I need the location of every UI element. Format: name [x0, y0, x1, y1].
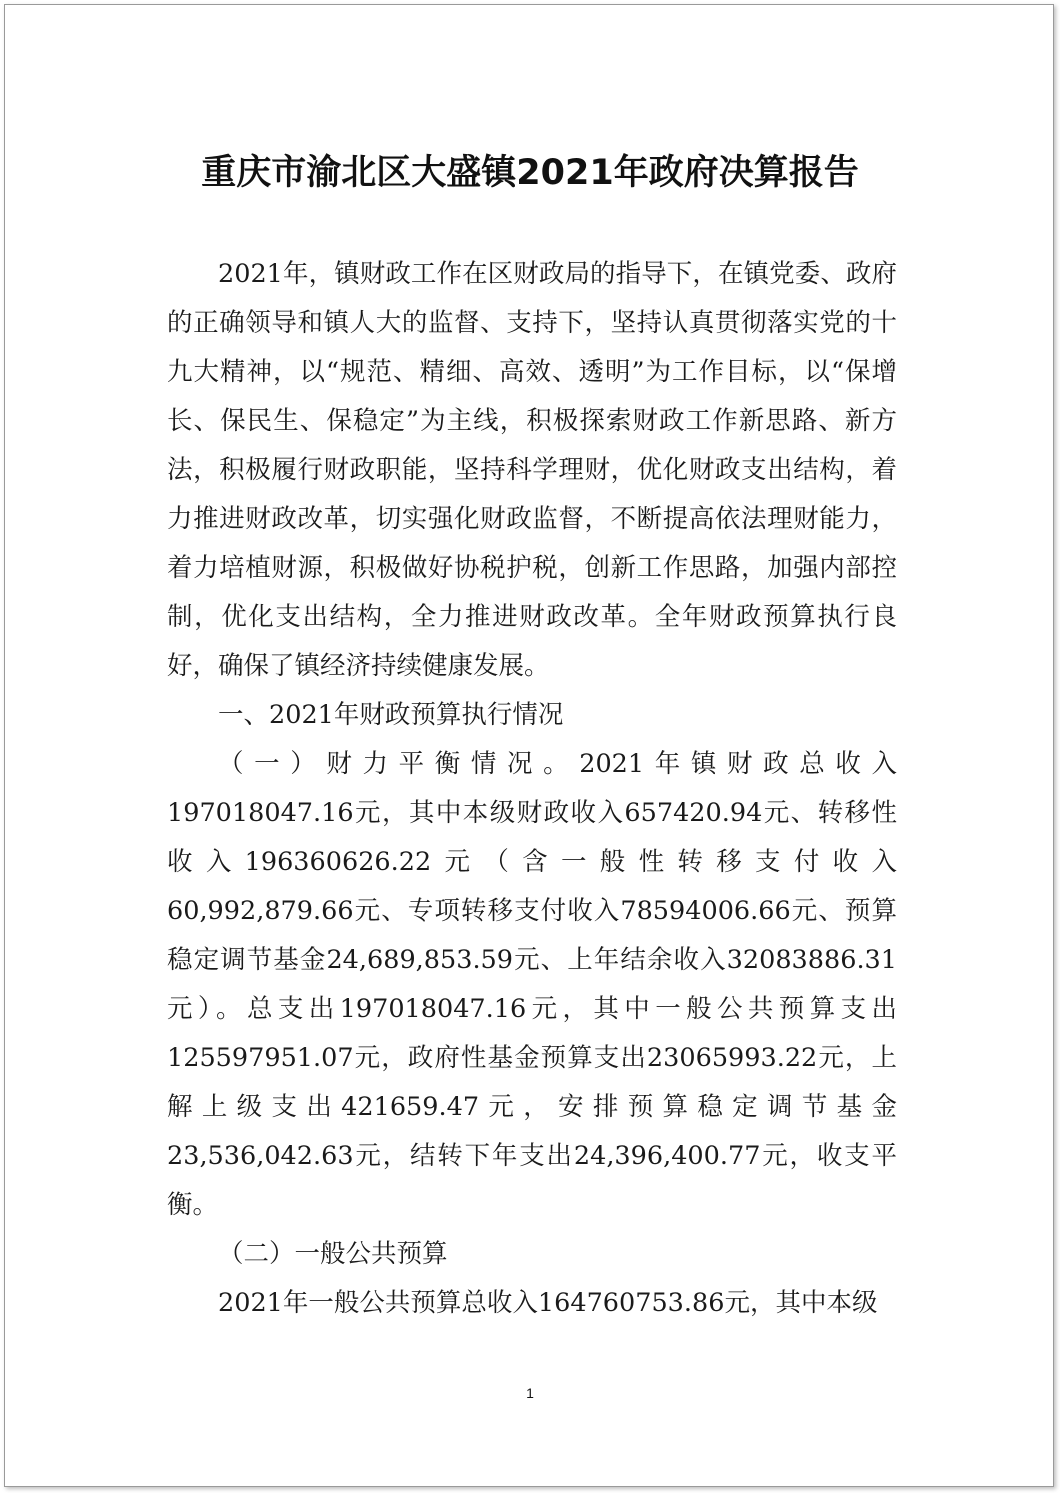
paragraph-general-budget: 2021年一般公共预算总收入164760753.86元，其中本级 [218, 1288, 878, 1318]
document-page [4, 4, 1054, 1487]
document-body [167, 250, 897, 1328]
paragraph-intro: 2021年，镇财政工作在区财政局的指导下，在镇党委、政府的正确领导和镇人大的监督、支持下，坚持认真贯彻落实党的十九大精神，以“规范、精细、高效、透明”为工作目标，以“保增长、保民生、保稳定”为主线，积极探索财政工作新思路、新方法，积极履行财政职能，坚持科学理财，优化财政支出结构，着力推进财政改革，切实强化财政监督，不断提高依法理财能力，着力培植财源，积极做好协税护税，创新工作思路，加强内部控制，优化支出结构，全力推进财政改革。全年财政预算执行良好，确保了镇经济持续健康发展。 [167, 259, 897, 681]
subsection-heading-general-budget: （二）一般公共预算 [218, 1239, 448, 1269]
page-number: 1 [526, 1385, 534, 1401]
section-heading-1: 一、2021年财政预算执行情况 [218, 700, 564, 730]
page-title: 重庆市渝北区大盛镇2021年政府决算报告 [201, 153, 859, 193]
paragraph-fiscal-balance: （一）财力平衡情况。2021年镇财政总收入197018047.16元，其中本级财政收入657420.94元、转移性收入196360626.22元（含一般性转移支付收入60,992,879.66元、专项转移支付收入78594006.66元、预算稳定调节基金24,689,853.59元、上年结余收入32083886.31元）。总支出197018047.16元，其中一般公共预算支出125597951.07元，政府性基金预算支出23065993.22元，上解上级支出421659.47元，安排预算稳定调节基金23,536,042.63元，结转下年支出24,396,400.77元，收支平衡。 [167, 749, 897, 1220]
